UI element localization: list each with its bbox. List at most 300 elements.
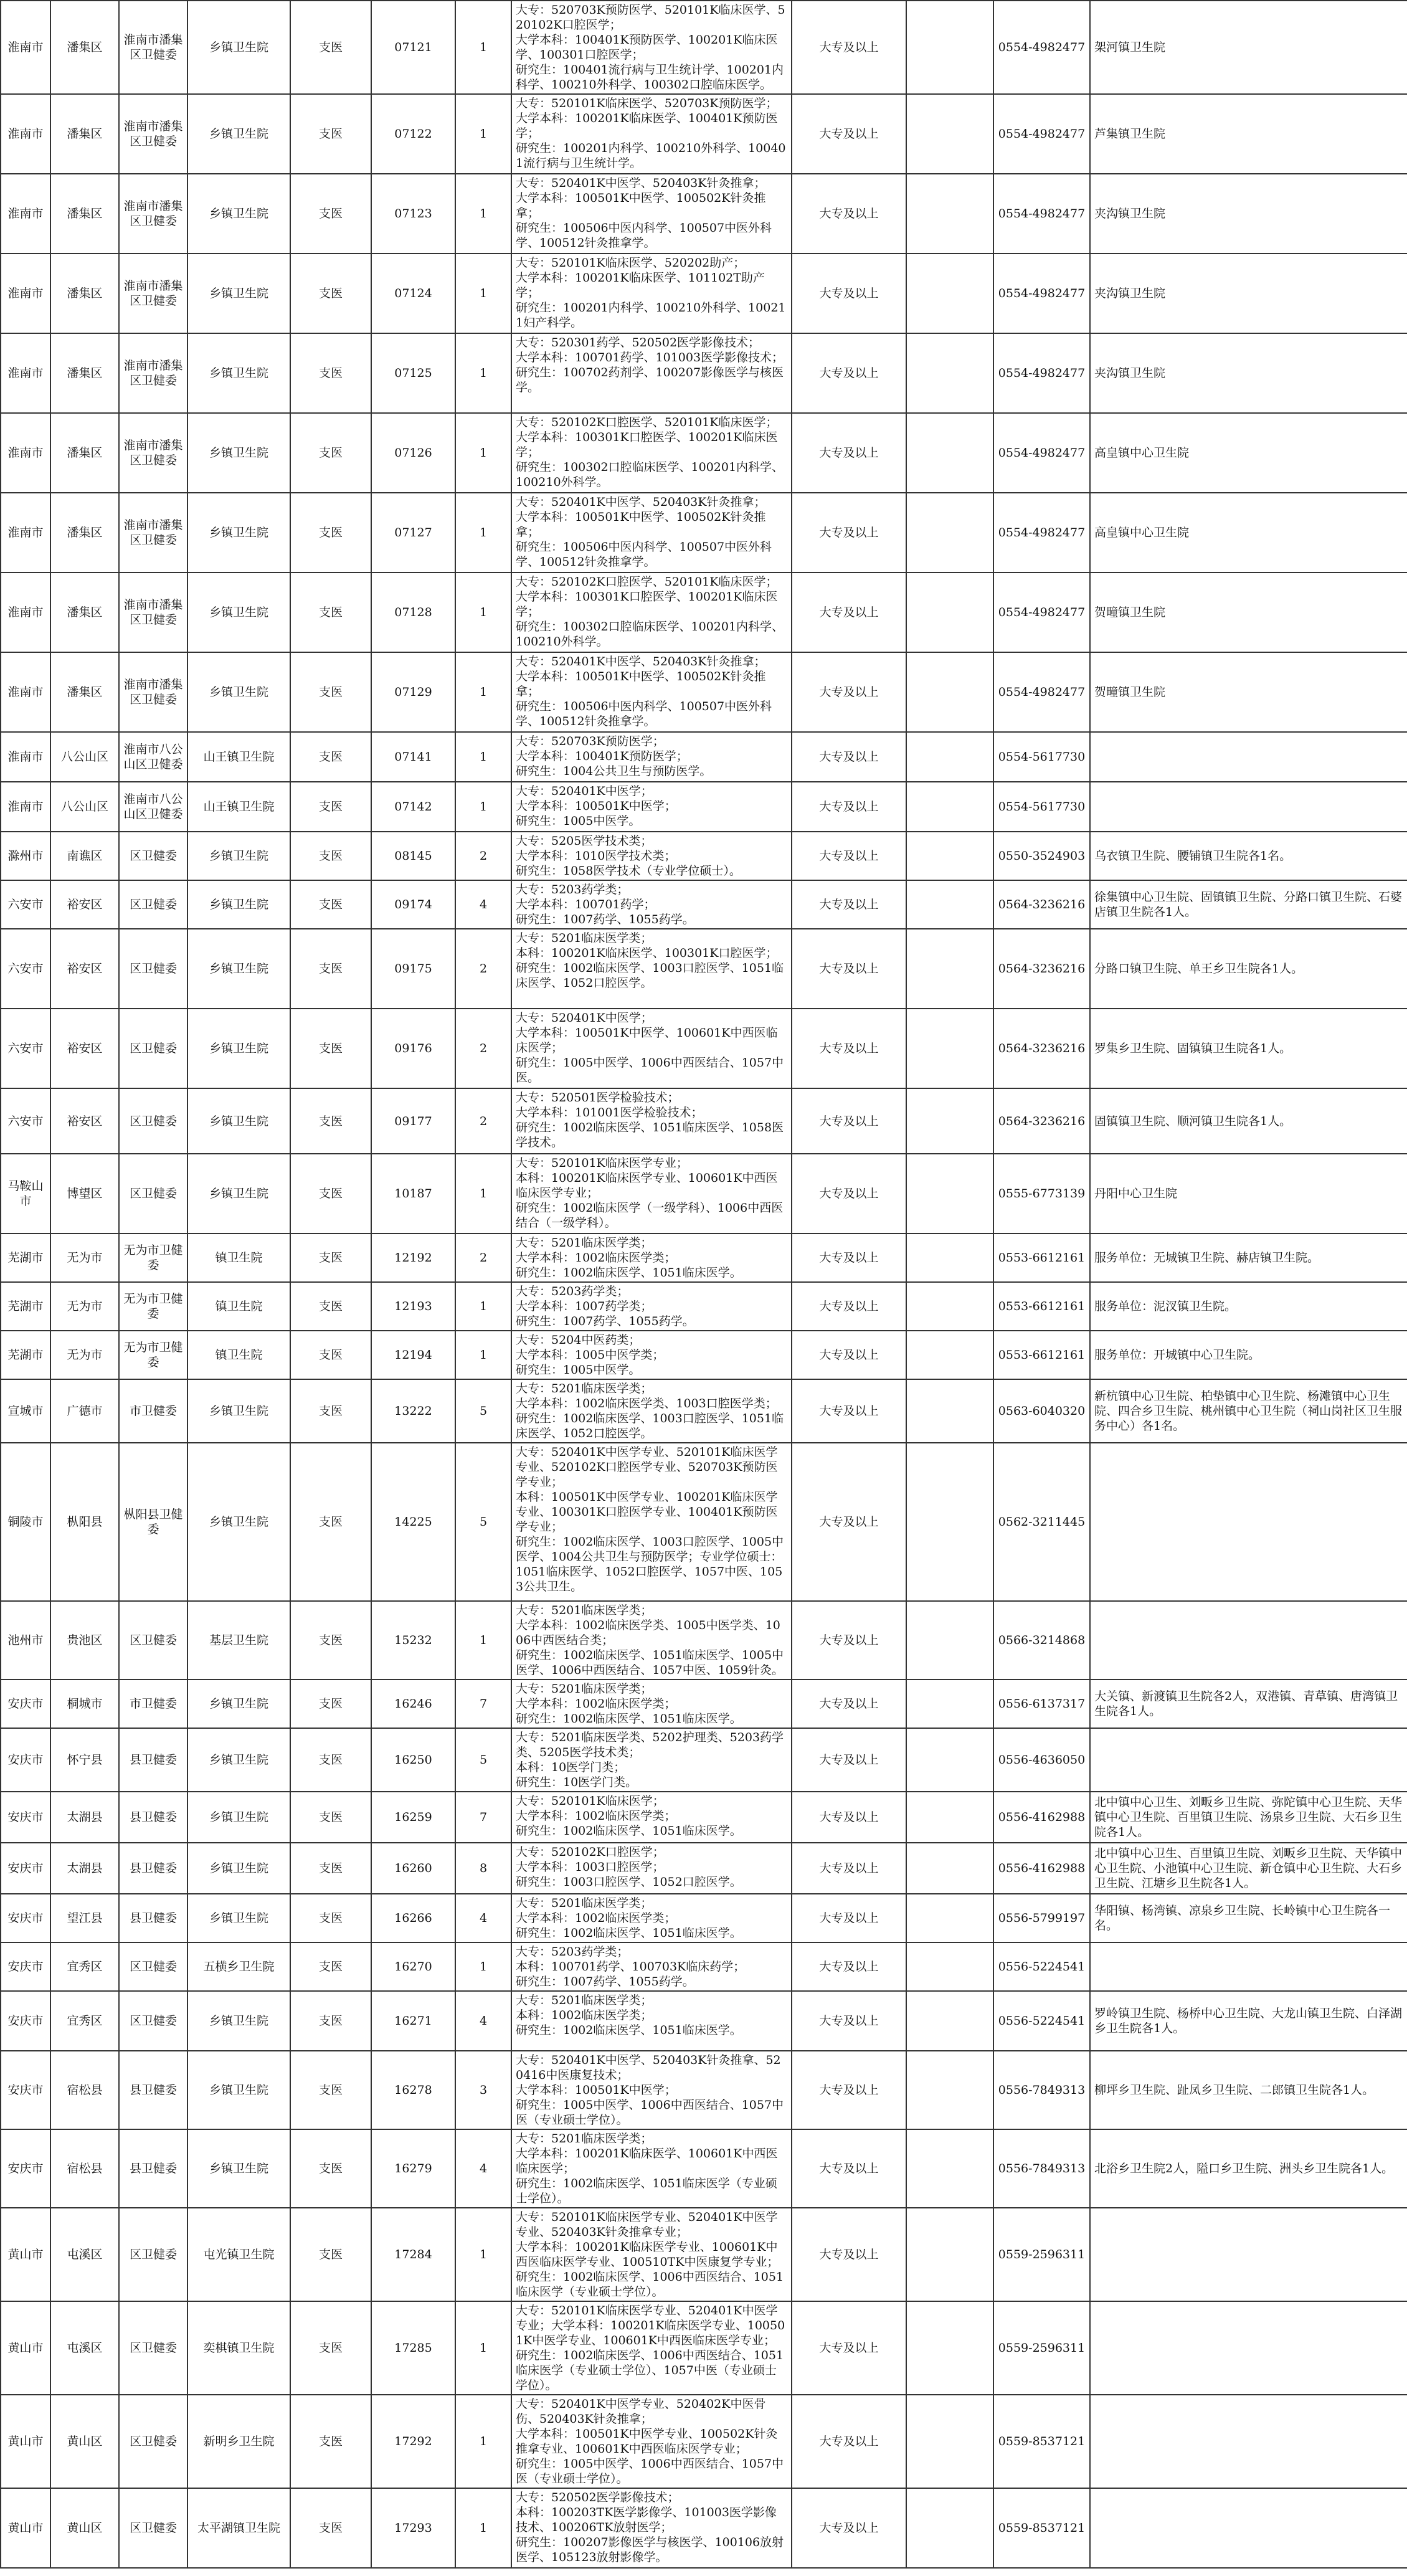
education-cell: 大专及以上 xyxy=(792,94,906,174)
education-cell: 大专及以上 xyxy=(792,2129,906,2208)
requirement-line: 大专：520101K临床医学、520202助产； xyxy=(516,256,746,270)
table-row xyxy=(1,1728,1407,1792)
headcount-cell: 7 xyxy=(455,1792,511,1843)
education-cell: 大专及以上 xyxy=(792,573,906,652)
major-requirements-cell xyxy=(511,1601,792,1680)
district-cell: 望江县 xyxy=(50,1894,119,1942)
major-requirements-cell xyxy=(511,2395,792,2488)
spacer-cell xyxy=(906,333,993,413)
post-code-cell: 07122 xyxy=(371,94,455,174)
headcount-cell: 1 xyxy=(455,573,511,652)
city-cell: 六安市 xyxy=(1,880,50,929)
requirement-line: 大专：520502医学影像技术； xyxy=(516,2491,680,2504)
phone-cell: 0564-3236216 xyxy=(993,880,1090,929)
district-cell: 宜秀区 xyxy=(50,1942,119,1991)
post-code-cell: 07142 xyxy=(371,782,455,832)
spacer-cell xyxy=(906,1894,993,1942)
spacer-cell xyxy=(906,1331,993,1379)
spacer-cell xyxy=(906,2395,993,2488)
city-cell: 淮南市 xyxy=(1,1,50,94)
requirement-line: 研究生：1002临床医学、1051临床医学。 xyxy=(516,1926,742,1940)
education-cell: 大专及以上 xyxy=(792,652,906,732)
unit-cell: 山王镇卫生院 xyxy=(187,732,290,782)
phone-cell: 0554-4982477 xyxy=(993,1,1090,94)
city-cell: 安庆市 xyxy=(1,2129,50,2208)
education-cell: 大专及以上 xyxy=(792,1,906,94)
requirement-line: 大学本科：1002临床医学类； xyxy=(516,1251,676,1265)
major-requirements-cell xyxy=(511,254,792,333)
post-code-cell: 07126 xyxy=(371,413,455,493)
requirement-line: 大学本科：100301K口腔医学、100201K临床医学； xyxy=(516,590,778,619)
department-cell: 淮南市潘集区卫健委 xyxy=(119,174,187,254)
requirement-line: 大专：520401K中医学、520403K针灸推拿； xyxy=(516,655,766,668)
phone-cell: 0559-8537121 xyxy=(993,2395,1090,2488)
city-cell: 安庆市 xyxy=(1,1894,50,1942)
post-cell: 支医 xyxy=(290,94,371,174)
remarks-cell: 贺疃镇卫生院 xyxy=(1090,652,1407,732)
headcount-cell: 3 xyxy=(455,2051,511,2129)
unit-cell: 乡镇卫生院 xyxy=(187,1443,290,1601)
city-cell: 滁州市 xyxy=(1,832,50,880)
education-cell: 大专及以上 xyxy=(792,929,906,1009)
phone-cell: 0553-6612161 xyxy=(993,1331,1090,1379)
headcount-cell: 8 xyxy=(455,1843,511,1894)
table-row xyxy=(1,1088,1407,1154)
requirement-line: 研究生：100506中医内科学、100507中医外科学、100512针灸推拿学。 xyxy=(516,540,772,569)
phone-cell: 0556-4162988 xyxy=(993,1843,1090,1894)
phone-cell: 0566-3214868 xyxy=(993,1601,1090,1680)
unit-cell: 乡镇卫生院 xyxy=(187,1991,290,2051)
district-cell: 潘集区 xyxy=(50,1,119,94)
district-cell: 宿松县 xyxy=(50,2129,119,2208)
requirement-line: 研究生：1002临床医学、1003口腔医学、1005中医学、1004公共卫生与预防医学；专业学位硕士：1051临床医学、1052口腔医学、1057中医、1053公共卫生。 xyxy=(516,1535,784,1594)
headcount-cell: 1 xyxy=(455,333,511,413)
major-requirements-cell xyxy=(511,94,792,174)
requirement-line: 大专：520101K临床医学专业、520401K中医学专业、520403K针灸推拿专业； xyxy=(516,2210,778,2239)
spacer-cell xyxy=(906,94,993,174)
spacer-cell xyxy=(906,880,993,929)
city-cell: 安庆市 xyxy=(1,1792,50,1843)
requirement-line: 研究生：1004公共卫生与预防医学。 xyxy=(516,764,712,778)
district-cell: 贵池区 xyxy=(50,1601,119,1680)
post-cell: 支医 xyxy=(290,493,371,573)
table-row xyxy=(1,1331,1407,1379)
department-cell: 市卫健委 xyxy=(119,1680,187,1728)
requirement-line: 大专：520703K预防医学、520101K临床医学、520102K口腔医学； xyxy=(516,3,785,32)
phone-cell: 0554-4982477 xyxy=(993,493,1090,573)
education-cell: 大专及以上 xyxy=(792,2395,906,2488)
headcount-cell: 1 xyxy=(455,174,511,254)
phone-cell: 0554-4982477 xyxy=(993,413,1090,493)
unit-cell: 乡镇卫生院 xyxy=(187,2129,290,2208)
requirement-line: 研究生：100702药剂学、100207影像医学与核医学。 xyxy=(516,366,784,394)
phone-cell: 0556-5799197 xyxy=(993,1894,1090,1942)
headcount-cell: 1 xyxy=(455,2488,511,2568)
education-cell: 大专及以上 xyxy=(792,1894,906,1942)
post-code-cell: 12192 xyxy=(371,1233,455,1282)
phone-cell: 0556-7849313 xyxy=(993,2129,1090,2208)
unit-cell: 五横乡卫生院 xyxy=(187,1942,290,1991)
major-requirements-cell xyxy=(511,1379,792,1443)
department-cell: 淮南市潘集区卫健委 xyxy=(119,1,187,94)
major-requirements-cell xyxy=(511,832,792,880)
unit-cell: 基层卫生院 xyxy=(187,1601,290,1680)
city-cell: 黄山市 xyxy=(1,2395,50,2488)
post-cell: 支医 xyxy=(290,880,371,929)
requirement-line: 大专：5201临床医学类； xyxy=(516,2132,653,2146)
district-cell: 潘集区 xyxy=(50,413,119,493)
department-cell: 区卫健委 xyxy=(119,1991,187,2051)
unit-cell: 乡镇卫生院 xyxy=(187,1728,290,1792)
unit-cell: 乡镇卫生院 xyxy=(187,493,290,573)
major-requirements-cell xyxy=(511,1009,792,1088)
table-row xyxy=(1,174,1407,254)
city-cell: 淮南市 xyxy=(1,94,50,174)
post-cell: 支医 xyxy=(290,2208,371,2301)
department-cell: 区卫健委 xyxy=(119,2488,187,2568)
requirement-line: 大专：5201临床医学类； xyxy=(516,931,653,945)
requirement-line: 本科：10医学门类； xyxy=(516,1761,626,1774)
spacer-cell xyxy=(906,732,993,782)
phone-cell: 0564-3236216 xyxy=(993,1088,1090,1154)
phone-cell: 0550-3524903 xyxy=(993,832,1090,880)
department-cell: 市卫健委 xyxy=(119,1379,187,1443)
table-row xyxy=(1,2301,1407,2395)
major-requirements-cell xyxy=(511,2051,792,2129)
district-cell: 潘集区 xyxy=(50,333,119,413)
requirement-line: 大专：520401K中医学、520403K针灸推拿； xyxy=(516,176,766,190)
city-cell: 黄山市 xyxy=(1,2488,50,2568)
post-code-cell: 09174 xyxy=(371,880,455,929)
table-row xyxy=(1,1233,1407,1282)
post-code-cell: 09175 xyxy=(371,929,455,1009)
department-cell: 区卫健委 xyxy=(119,832,187,880)
headcount-cell: 5 xyxy=(455,1443,511,1601)
district-cell: 潘集区 xyxy=(50,652,119,732)
unit-cell: 奕棋镇卫生院 xyxy=(187,2301,290,2395)
post-code-cell: 07121 xyxy=(371,1,455,94)
city-cell: 六安市 xyxy=(1,1088,50,1154)
headcount-cell: 2 xyxy=(455,1088,511,1154)
requirement-line: 大学本科：1002临床医学类、1005中医学类、1006中西医结合类； xyxy=(516,1618,780,1647)
education-cell: 大专及以上 xyxy=(792,782,906,832)
spacer-cell xyxy=(906,782,993,832)
table-row xyxy=(1,1,1407,94)
post-cell: 支医 xyxy=(290,1331,371,1379)
major-requirements-cell xyxy=(511,1991,792,2051)
education-cell: 大专及以上 xyxy=(792,832,906,880)
major-requirements-cell xyxy=(511,333,792,413)
table-row xyxy=(1,1282,1407,1331)
remarks-cell xyxy=(1090,2208,1407,2301)
requirement-line: 大专：5205医学技术类； xyxy=(516,834,653,848)
table-row xyxy=(1,652,1407,732)
major-requirements-cell xyxy=(511,929,792,1009)
education-cell: 大专及以上 xyxy=(792,1942,906,1991)
remarks-cell: 乌衣镇卫生院、腰铺镇卫生院各1名。 xyxy=(1090,832,1407,880)
remarks-cell: 夹沟镇卫生院 xyxy=(1090,254,1407,333)
city-cell: 芜湖市 xyxy=(1,1282,50,1331)
headcount-cell: 2 xyxy=(455,929,511,1009)
phone-cell: 0554-4982477 xyxy=(993,573,1090,652)
requirement-line: 大学本科：100301K口腔医学、100201K临床医学； xyxy=(516,430,778,459)
major-requirements-cell xyxy=(511,2301,792,2395)
requirement-line: 研究生：1058医学技术（专业学位硕士）。 xyxy=(516,864,741,878)
major-requirements-cell xyxy=(511,1088,792,1154)
district-cell: 潘集区 xyxy=(50,94,119,174)
requirement-line: 大专：520501医学检验技术； xyxy=(516,1091,680,1105)
requirement-line: 大学本科：100501K中医学、100502K针灸推拿； xyxy=(516,670,766,698)
remarks-cell: 徐集镇中心卫生院、固镇镇卫生院、分路口镇卫生院、石婆店镇卫生院各1人。 xyxy=(1090,880,1407,929)
requirement-line: 研究生：1005中医学、1006中西医结合、1057中医（专业硕士学位）。 xyxy=(516,2098,784,2127)
requirement-line: 大专：5201临床医学类、5202护理类、5203药学类、5205医学技术类； xyxy=(516,1731,784,1759)
major-requirements-cell xyxy=(511,1331,792,1379)
district-cell: 太湖县 xyxy=(50,1843,119,1894)
phone-cell: 0554-4982477 xyxy=(993,174,1090,254)
spacer-cell xyxy=(906,1728,993,1792)
post-code-cell: 16278 xyxy=(371,2051,455,2129)
district-cell: 潘集区 xyxy=(50,174,119,254)
city-cell: 淮南市 xyxy=(1,333,50,413)
major-requirements-cell xyxy=(511,782,792,832)
remarks-cell: 夹沟镇卫生院 xyxy=(1090,174,1407,254)
education-cell: 大专及以上 xyxy=(792,1680,906,1728)
phone-cell: 0559-2596311 xyxy=(993,2208,1090,2301)
department-cell: 淮南市潘集区卫健委 xyxy=(119,652,187,732)
department-cell: 淮南市八公山区卫健委 xyxy=(119,782,187,832)
city-cell: 铜陵市 xyxy=(1,1443,50,1601)
requirement-line: 研究生：1007药学、1055药学。 xyxy=(516,1314,694,1328)
post-cell: 支医 xyxy=(290,174,371,254)
table-row xyxy=(1,2051,1407,2129)
requirement-line: 研究生：1002临床医学、1051临床医学。 xyxy=(516,2023,742,2037)
post-cell: 支医 xyxy=(290,2051,371,2129)
district-cell: 枞阳县 xyxy=(50,1443,119,1601)
table-row xyxy=(1,732,1407,782)
spacer-cell xyxy=(906,2129,993,2208)
headcount-cell: 1 xyxy=(455,1,511,94)
department-cell: 区卫健委 xyxy=(119,2301,187,2395)
education-cell: 大专及以上 xyxy=(792,1154,906,1233)
city-cell: 安庆市 xyxy=(1,1991,50,2051)
post-cell: 支医 xyxy=(290,1728,371,1792)
major-requirements-cell xyxy=(511,1233,792,1282)
requirement-line: 研究生：1005中医学、1006中西医结合、1057中医（专业硕士学位）。 xyxy=(516,2457,784,2486)
headcount-cell: 2 xyxy=(455,832,511,880)
spacer-cell xyxy=(906,1009,993,1088)
spacer-cell xyxy=(906,493,993,573)
requirement-line: 大学本科：100201K临床医学、100601K中西医临床医学； xyxy=(516,2147,778,2175)
headcount-cell: 1 xyxy=(455,1331,511,1379)
remarks-cell: 罗集乡卫生院、固镇镇卫生院各1人。 xyxy=(1090,1009,1407,1088)
post-code-cell: 07129 xyxy=(371,652,455,732)
department-cell: 县卫健委 xyxy=(119,1843,187,1894)
unit-cell: 乡镇卫生院 xyxy=(187,174,290,254)
unit-cell: 乡镇卫生院 xyxy=(187,1792,290,1843)
requirement-line: 大学本科：100501K中医学； xyxy=(516,2083,676,2097)
post-cell: 支医 xyxy=(290,782,371,832)
post-code-cell: 16266 xyxy=(371,1894,455,1942)
education-cell: 大专及以上 xyxy=(792,2488,906,2568)
phone-cell: 0556-4636050 xyxy=(993,1728,1090,1792)
major-requirements-cell xyxy=(511,2488,792,2568)
department-cell: 淮南市潘集区卫健委 xyxy=(119,493,187,573)
requirement-line: 大专：5204中医药类； xyxy=(516,1333,641,1347)
major-requirements-cell xyxy=(511,1680,792,1728)
major-requirements-cell xyxy=(511,1154,792,1233)
district-cell: 无为市 xyxy=(50,1282,119,1331)
remarks-cell: 北中镇中心卫生、刘畈乡卫生院、弥陀镇中心卫生院、天华镇中心卫生院、百里镇卫生院、汤泉乡卫生院、大石乡卫生院各1人。 xyxy=(1090,1792,1407,1843)
district-cell: 太湖县 xyxy=(50,1792,119,1843)
major-requirements-cell xyxy=(511,1,792,94)
requirement-line: 本科：100203TK医学影像学、101003医学影像技术、100206TK放射医学； xyxy=(516,2506,777,2534)
spacer-cell xyxy=(906,413,993,493)
unit-cell: 乡镇卫生院 xyxy=(187,1894,290,1942)
headcount-cell: 2 xyxy=(455,1009,511,1088)
requirement-line: 研究生：1007药学、1055药学。 xyxy=(516,1975,694,1989)
post-cell: 支医 xyxy=(290,832,371,880)
remarks-cell xyxy=(1090,1443,1407,1601)
remarks-cell: 大关镇、新渡镇卫生院各2人，双港镇、青草镇、唐湾镇卫生院各1人。 xyxy=(1090,1680,1407,1728)
requirement-line: 研究生：1002临床医学、1003口腔医学、1051临床医学、1052口腔医学。 xyxy=(516,961,784,990)
city-cell: 安庆市 xyxy=(1,1942,50,1991)
unit-cell: 屯光镇卫生院 xyxy=(187,2208,290,2301)
unit-cell: 乡镇卫生院 xyxy=(187,2051,290,2129)
post-cell: 支医 xyxy=(290,652,371,732)
table-row xyxy=(1,1601,1407,1680)
post-cell: 支医 xyxy=(290,1680,371,1728)
headcount-cell: 1 xyxy=(455,1942,511,1991)
unit-cell: 乡镇卫生院 xyxy=(187,1009,290,1088)
major-requirements-cell xyxy=(511,2208,792,2301)
table-row xyxy=(1,1792,1407,1843)
major-requirements-cell xyxy=(511,1843,792,1894)
unit-cell: 乡镇卫生院 xyxy=(187,1088,290,1154)
requirement-line: 研究生：1002临床医学（一级学科）、1006中西医结合（一级学科）。 xyxy=(516,1201,784,1230)
spacer-cell xyxy=(906,1792,993,1843)
education-cell: 大专及以上 xyxy=(792,333,906,413)
spacer-cell xyxy=(906,1680,993,1728)
headcount-cell: 5 xyxy=(455,1379,511,1443)
headcount-cell: 1 xyxy=(455,2395,511,2488)
requirement-line: 研究生：1002临床医学、1003口腔医学、1051临床医学、1052口腔医学。 xyxy=(516,1412,784,1440)
post-cell: 支医 xyxy=(290,254,371,333)
requirement-line: 大学本科：1002临床医学类； xyxy=(516,1809,676,1823)
spacer-cell xyxy=(906,2208,993,2301)
major-requirements-cell xyxy=(511,1894,792,1942)
requirement-line: 研究生：100506中医内科学、100507中医外科学、100512针灸推拿学。 xyxy=(516,700,772,728)
post-code-cell: 12194 xyxy=(371,1331,455,1379)
major-requirements-cell xyxy=(511,1942,792,1991)
department-cell: 县卫健委 xyxy=(119,2051,187,2129)
requirement-line: 研究生：100302口腔临床医学、100201内科学、100210外科学。 xyxy=(516,460,784,489)
post-code-cell: 16270 xyxy=(371,1942,455,1991)
post-cell: 支医 xyxy=(290,1443,371,1601)
post-code-cell: 07141 xyxy=(371,732,455,782)
requirement-line: 大学本科：100501K中医学； xyxy=(516,799,676,813)
department-cell: 区卫健委 xyxy=(119,1154,187,1233)
requirement-line: 大专：5201临床医学类； xyxy=(516,1382,653,1395)
post-cell: 支医 xyxy=(290,1154,371,1233)
remarks-cell: 服务单位：无城镇卫生院、赫店镇卫生院。 xyxy=(1090,1233,1407,1282)
headcount-cell: 1 xyxy=(455,1282,511,1331)
post-cell: 支医 xyxy=(290,1088,371,1154)
department-cell: 无为市卫健委 xyxy=(119,1233,187,1282)
phone-cell: 0556-5224541 xyxy=(993,1991,1090,2051)
education-cell: 大专及以上 xyxy=(792,1379,906,1443)
city-cell: 淮南市 xyxy=(1,782,50,832)
unit-cell: 乡镇卫生院 xyxy=(187,94,290,174)
requirement-line: 本科：100501K中医学专业、100201K临床医学专业、100301K口腔医学专业、100401K预防医学专业； xyxy=(516,1490,778,1534)
remarks-cell: 柳坪乡卫生院、趾凤乡卫生院、二郎镇卫生院各1人。 xyxy=(1090,2051,1407,2129)
table-body xyxy=(1,1,1407,2568)
spacer-cell xyxy=(906,254,993,333)
remarks-cell: 罗岭镇卫生院、杨桥中心卫生院、大龙山镇卫生院、白泽湖乡卫生院各1人。 xyxy=(1090,1991,1407,2051)
post-code-cell: 16246 xyxy=(371,1680,455,1728)
city-cell: 淮南市 xyxy=(1,413,50,493)
post-code-cell: 09177 xyxy=(371,1088,455,1154)
post-code-cell: 07125 xyxy=(371,333,455,413)
department-cell: 淮南市潘集区卫健委 xyxy=(119,94,187,174)
city-cell: 芜湖市 xyxy=(1,1233,50,1282)
department-cell: 淮南市八公山区卫健委 xyxy=(119,732,187,782)
table-row xyxy=(1,493,1407,573)
requirement-line: 研究生：1005中医学、1006中西医结合、1057中医。 xyxy=(516,1056,784,1085)
unit-cell: 乡镇卫生院 xyxy=(187,1154,290,1233)
table-row xyxy=(1,2488,1407,2568)
requirement-line: 大专：5201临床医学类； xyxy=(516,1896,653,1910)
remarks-cell xyxy=(1090,2488,1407,2568)
major-requirements-cell xyxy=(511,573,792,652)
requirement-line: 大专：520401K中医学、520403K针灸推拿、520416中医康复技术； xyxy=(516,2053,781,2082)
requirement-line: 研究生：100401流行病与卫生统计学、100201内科学、100210外科学、100302口腔临床医学。 xyxy=(516,63,784,92)
district-cell: 无为市 xyxy=(50,1331,119,1379)
requirement-line: 大专：520102K口腔医学； xyxy=(516,1845,665,1859)
remarks-cell: 夹沟镇卫生院 xyxy=(1090,333,1407,413)
major-requirements-cell xyxy=(511,2129,792,2208)
headcount-cell: 4 xyxy=(455,2129,511,2208)
city-cell: 马鞍山市 xyxy=(1,1154,50,1233)
spacer-cell xyxy=(906,652,993,732)
headcount-cell: 1 xyxy=(455,652,511,732)
requirement-line: 大学本科：1002临床医学类、1003口腔医学类； xyxy=(516,1397,777,1410)
remarks-cell: 服务单位：泥汊镇卫生院。 xyxy=(1090,1282,1407,1331)
requirement-line: 研究生：1005中医学。 xyxy=(516,814,641,828)
headcount-cell: 1 xyxy=(455,2301,511,2395)
requirement-line: 大专：520301药学、520502医学影像技术； xyxy=(516,336,760,349)
headcount-cell: 4 xyxy=(455,1894,511,1942)
requirement-line: 大专：520703K预防医学； xyxy=(516,734,665,748)
city-cell: 安庆市 xyxy=(1,2051,50,2129)
requirement-line: 大学本科：100201K临床医学、101102T助产学； xyxy=(516,271,765,300)
post-code-cell: 16279 xyxy=(371,2129,455,2208)
requirement-line: 本科：100201K临床医学、100301K口腔医学； xyxy=(516,946,778,960)
requirement-line: 研究生：1007药学、1055药学。 xyxy=(516,913,694,926)
remarks-cell xyxy=(1090,1601,1407,1680)
major-requirements-cell xyxy=(511,493,792,573)
education-cell: 大专及以上 xyxy=(792,2301,906,2395)
unit-cell: 镇卫生院 xyxy=(187,1233,290,1282)
department-cell: 无为市卫健委 xyxy=(119,1331,187,1379)
requirement-line: 研究生：1002临床医学、1006中西医结合、1051临床医学（专业硕士学位）。 xyxy=(516,2270,784,2299)
table-row xyxy=(1,573,1407,652)
city-cell: 淮南市 xyxy=(1,732,50,782)
remarks-cell: 贺疃镇卫生院 xyxy=(1090,573,1407,652)
city-cell: 安庆市 xyxy=(1,1680,50,1728)
department-cell: 区卫健委 xyxy=(119,1601,187,1680)
spacer-cell xyxy=(906,1991,993,2051)
requirement-line: 研究生：1002临床医学、1051临床医学、1058医学技术。 xyxy=(516,1121,784,1149)
